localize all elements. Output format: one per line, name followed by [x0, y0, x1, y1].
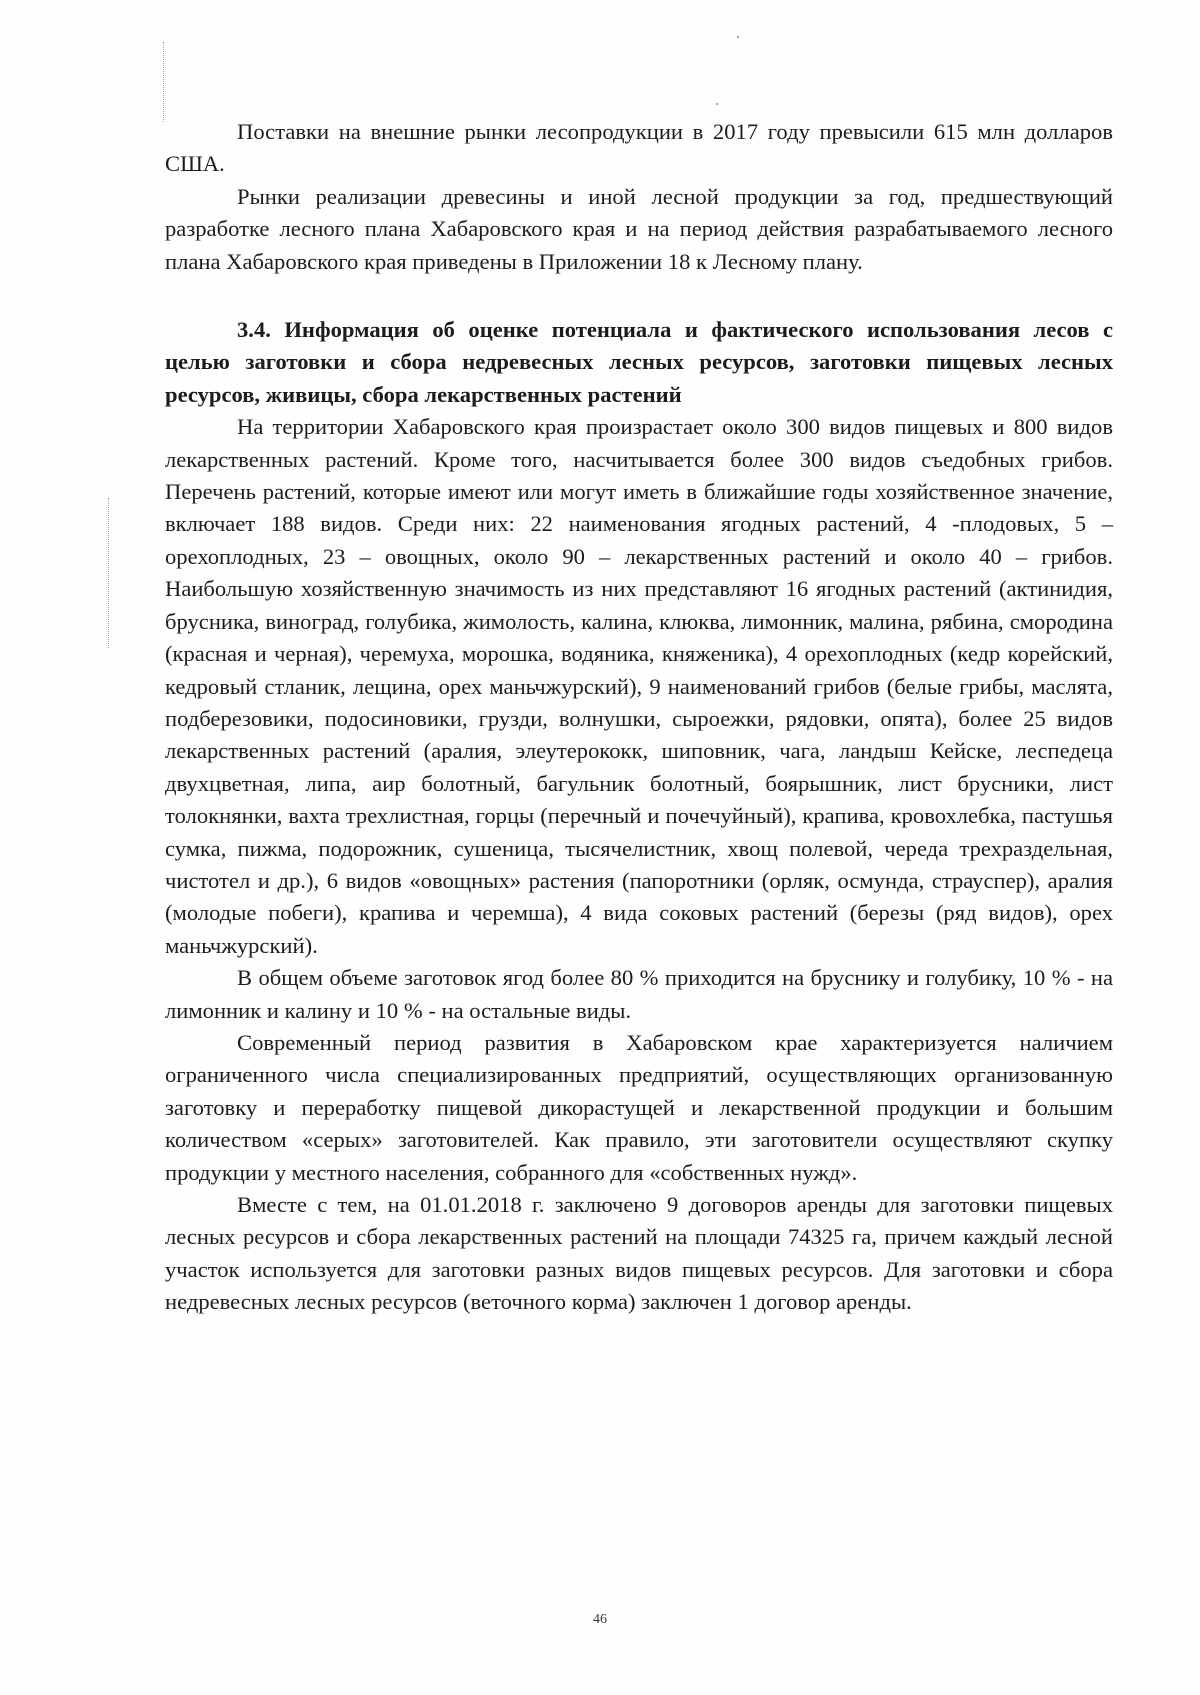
scan-artifact-margin-top: [163, 42, 164, 122]
paragraph-plant-species: На территории Хабаровского края произрастает около 300 видов пищевых и 800 видов лекарственных растений. Кроме того, насчитывается более 300 видов съедобных грибов. Перечень растений, которые имеют или могут иметь в ближайшие годы хозяйственное значение, включает 188 видов. Среди них: 22 наименования ягодных растений, 4 -плодовых, 5 – орехоплодных, 23 – овощных, около 90 – лекарственных растений и около 40 – грибов. Наибольшую хозяйственную значимость из них представляют 16 ягодных растений (актинидия, брусника, виноград, голубика, жимолость, калина, клюква, лимонник, малина, рябина, смородина (красная и черная), черемуха, морошка, водяника, княженика), 4 орехоплодных (кедр корейский, кедровый стланик, лещина, орех маньчжурский), 9 наименований грибов (белые грибы, маслята, подберезовики, подосиновики, грузди, волнушки, сыроежки, рядовки, опята), более 25 видов лекарственных растений (аралия, элеутерококк, шиповник, чага, ландыш Кейске, леспедеца двухцветная, липа, аир болотный, багульник болотный, боярышник, лист брусники, лист толокнянки, вахта трехлистная, горцы (перечный и почечуйный), крапива, кровохлебка, пастушья сумка, пижма, подорожник, сушеница, тысячелистник, хвощ полевой, череда трехраздельная, чистотел и др.), 6 видов «овощных» растения (папоротники (орляк, осмунда, страуспер), аралия (молодые побеги), крапива и черемша), 4 вида соковых растений (березы (ряд видов), орех маньчжурский).: [165, 414, 1113, 958]
document-body: [165, 116, 1113, 1319]
scan-dust-dot: [716, 103, 718, 105]
paragraph-markets: Рынки реализации древесины и иной лесной продукции за год, предшествующий разработке лесного плана Хабаровского края и на период действия разрабатываемого лесного плана Хабаровского края приведены в Приложении 18 к Лесному плану.: [165, 183, 1113, 274]
scan-dust-dot: [737, 36, 739, 38]
paragraph-exports: Поставки на внешние рынки лесопродукции в 2017 году превысили 615 млн долларов США.: [165, 119, 1113, 177]
paragraph-current-period: Современный период развития в Хабаровском крае характеризуется наличием ограниченного числа специализированных предприятий, осуществляющих организованную заготовку и переработку пищевой дикорастущей и лекарственной продукции и большим количеством «серых» заготовителей. Как правило, эти заготовители осуществляют скупку продукции у местного населения, собранного для «собственных нужд».: [165, 1029, 1113, 1185]
scan-artifact-margin-left: [108, 498, 109, 648]
paragraph-lease-agreements: Вместе с тем, на 01.01.2018 г. заключено 9 договоров аренды для заготовки пищевых лесных ресурсов и сбора лекарственных растений на площади 74325 га, причем каждый лесной участок используется для заготовки разных видов пищевых ресурсов. Для заготовки и сбора недревесных лесных ресурсов (веточного корма) заключен 1 договор аренды.: [165, 1192, 1113, 1315]
section-heading: 3.4. Информация об оценке потенциала и фактического использования лесов с целью заготовки и сбора недревесных лесных ресурсов, заготовки пищевых лесных ресурсов, живицы, сбора лекарственных растений: [165, 317, 1113, 407]
paragraph-berry-share: В общем объеме заготовок ягод более 80 % приходится на бруснику и голубику, 10 % - на лимонник и калину и 10 % - на остальные виды.: [165, 965, 1113, 1023]
page-number: 46: [593, 1612, 607, 1627]
